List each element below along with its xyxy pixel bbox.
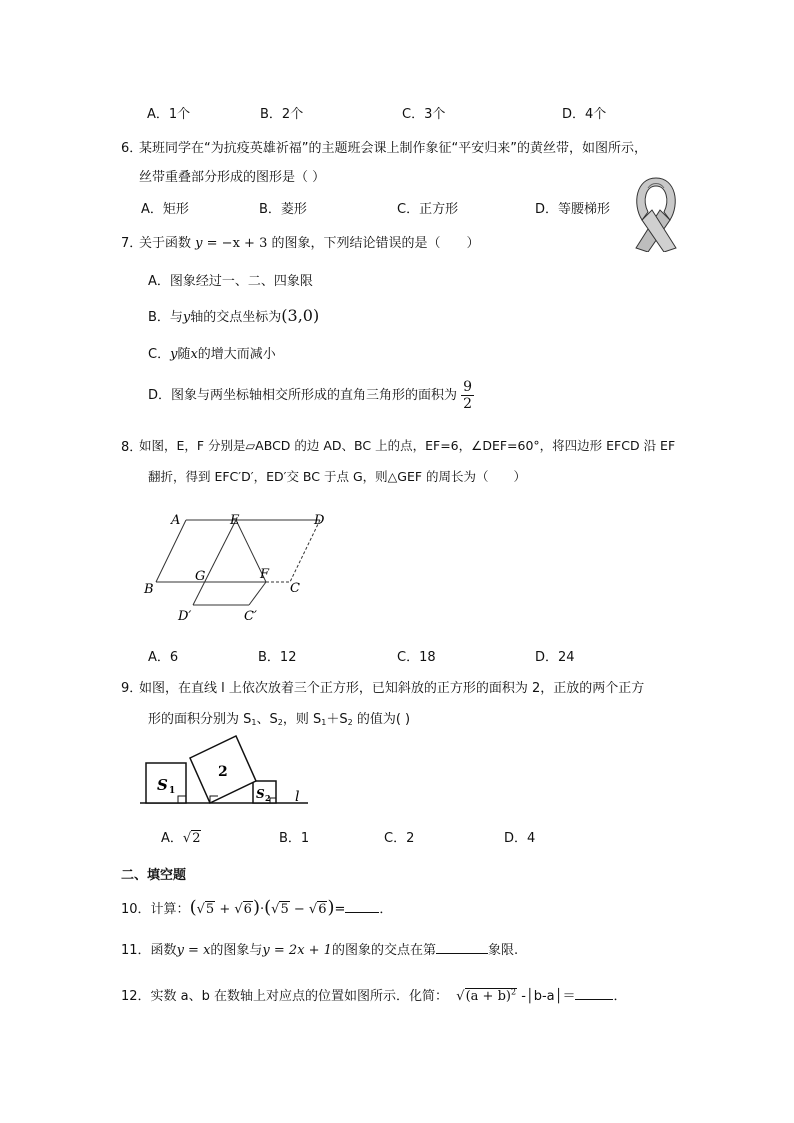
q9-option-c: C．2: [384, 831, 415, 846]
q10-label: 计算：: [150, 902, 190, 917]
q7-option-c-b: 随: [177, 347, 191, 362]
q9-label-s1: S: [157, 776, 168, 794]
q7-y-var: y: [195, 236, 203, 251]
q10-equals: =: [334, 902, 346, 917]
q9-figure: [138, 734, 310, 808]
q8-stem-line2: 翻折，得到 EFC′D′，ED′交 BC 于点 G，则△GEF 的周长为（ ）: [148, 469, 527, 484]
q9-label-s2: S: [256, 787, 265, 801]
q5-option-a: A．1个: [147, 107, 191, 122]
q9-option-a-radicand: 2: [192, 831, 201, 846]
q7-option-d-text: D．图象与两坐标轴相交所形成的直角三角形的面积为: [148, 388, 458, 403]
q8-label-e: E: [230, 513, 240, 528]
q9-option-b: B．1: [279, 831, 310, 846]
q8-option-d: D．24: [535, 650, 575, 665]
q6-option-b: B．菱形: [259, 202, 307, 217]
q9-number: 9．: [121, 681, 143, 696]
ribbon-figure: [630, 174, 682, 252]
q8-number: 8．: [121, 440, 143, 455]
q9-option-a-prefix: A．: [161, 831, 183, 846]
q9-stem-2b: 、S: [256, 712, 278, 727]
q11-answer-blank: [436, 941, 488, 954]
q10-number: 10．: [121, 902, 151, 917]
q5-option-c: C．3个: [402, 107, 446, 122]
q7-option-c-a: C．: [148, 347, 171, 362]
q6-number: 6．: [121, 141, 143, 156]
q7-option-d-fraction: [461, 379, 474, 412]
q9-option-d: D．4: [504, 831, 536, 846]
q12-rad-expr: (a + b): [465, 989, 511, 1004]
q11-line: [121, 939, 518, 958]
q7-stem-a: 关于函数: [139, 236, 192, 251]
q8-label-g: G: [195, 569, 206, 584]
q8-option-c: C．18: [397, 650, 436, 665]
q12-period: ．: [613, 989, 627, 1004]
q6-option-d: D．等腰梯形: [535, 202, 611, 217]
q9-sub-2a: 2: [277, 718, 283, 727]
q7-option-c-y: y: [170, 347, 178, 362]
q7-option-b-y: y: [182, 310, 191, 325]
q11-text-c: 的图象的交点在第: [331, 943, 436, 958]
q7-option-a: A．图象经过一、二、四象限: [148, 274, 313, 289]
q7-number: 7．: [121, 236, 143, 251]
q9-sub-1a: 1: [251, 718, 257, 727]
q10-period: ．: [379, 902, 393, 917]
q10-rad5a: 5: [205, 902, 215, 917]
q10-answer-blank: [345, 900, 379, 913]
q8-label-d-prime: D′: [178, 609, 192, 624]
q10-sqrt5-b: √5: [271, 902, 289, 917]
q11-text-a: 函数: [150, 943, 177, 958]
q7-stem: [139, 232, 480, 251]
q10-sqrt5-a: √5: [196, 902, 215, 917]
q10-rad5b: 5: [280, 902, 289, 917]
q9-label-center: 2: [218, 764, 228, 780]
q12-exponent: 2: [510, 987, 517, 997]
q7-option-b-a: B．与: [148, 310, 183, 325]
q9-stem-2d: ＋S: [326, 712, 348, 727]
q10-plus: +: [219, 902, 231, 917]
q7-option-c-x: x: [190, 347, 198, 362]
q10-rad6a: 6: [243, 902, 252, 917]
q10-rad6b: 6: [318, 902, 327, 917]
q10-minus: −: [293, 902, 305, 917]
q7-option-c: [148, 343, 276, 362]
q6-option-c: C．正方形: [397, 202, 459, 217]
q7-frac-den: 2: [463, 396, 473, 412]
q11-formula-2: y = 2x + 1: [262, 943, 332, 958]
q9-sub-2b: 2: [347, 718, 353, 727]
section-title-fill-in: 二、填空题: [121, 868, 187, 883]
q6-stem-line2: 丝带重叠部分形成的图形是（ ）: [139, 170, 326, 185]
q7-option-b: [148, 306, 319, 325]
q10-line: 10．计算：(√5 + √6)·(√5 − √6)= ．: [121, 897, 393, 918]
q7-stem-b: 的图象，下列结论错误的是（ ）: [271, 236, 480, 251]
q7-frac-num: 9: [463, 379, 473, 395]
q9-stem-line2: [148, 708, 410, 727]
q7-expression: = −x + 3: [206, 236, 268, 251]
q9-stem-line1: 如图，在直线 l 上依次放着三个正方形，已知斜放的正方形的面积为 2，正放的两个正方: [139, 681, 645, 696]
q9-option-a: [161, 827, 201, 846]
q12-sqrt: $√(a + b)^2$: [456, 987, 517, 1004]
q9-stem-2c: ，则 S: [282, 712, 322, 727]
q8-label-c-prime: C′: [244, 609, 257, 624]
q9-stem-2e: 的值为( ): [352, 712, 411, 727]
q8-label-f: F: [260, 567, 270, 582]
q12-line: [121, 985, 626, 1004]
q7-option-b-coord: (3,0): [281, 306, 320, 325]
q7-option-b-b: 轴的交点坐标为: [190, 310, 282, 325]
q12-number: 12．: [121, 989, 151, 1004]
q10-sqrt6-b: √6: [308, 902, 327, 917]
q11-text-d: 象限.: [487, 943, 519, 958]
q8-option-a: A．6: [148, 650, 179, 665]
q8-label-b: B: [144, 582, 154, 597]
q12-text: 实数 a、b 在数轴上对应点的位置如图所示．化简：: [150, 989, 449, 1004]
q5-option-d: D．4个: [562, 107, 607, 122]
q6-option-a: A．矩形: [141, 202, 189, 217]
q9-label-s1-sub: 1: [169, 786, 176, 796]
q8-option-b: B．12: [258, 650, 297, 665]
q7-option-d: [148, 379, 474, 412]
q6-stem-line1: 某班同学在“为抗疫英雄祈福”的主题班会课上制作象征“平安归来”的黄丝带，如图所示，: [139, 141, 647, 156]
q12-answer-blank: [575, 987, 613, 1000]
q9-label-l: l: [295, 789, 300, 805]
q7-function: [195, 236, 267, 251]
q9-option-a-sqrt: √2: [182, 831, 201, 846]
q11-number: 11．: [121, 943, 151, 958]
q7-option-c-c: 的增大而减小: [197, 347, 276, 362]
q8-stem-line1: 如图，E，F 分别是▱ABCD 的边 AD、BC 上的点，EF=6，∠DEF=60°，将四边形 EFCD 沿 EF: [139, 438, 676, 453]
q12-rest: -│b-a│＝: [517, 989, 576, 1004]
q9-sub-1b: 1: [321, 718, 327, 727]
q10-sqrt6-a: √6: [234, 902, 252, 917]
q5-option-b: B．2个: [260, 107, 304, 122]
q12-radicand: [465, 988, 517, 1004]
q10-dot: ·: [259, 902, 265, 917]
q8-label-a: A: [171, 513, 181, 528]
q8-label-c: C: [290, 581, 300, 596]
q9-label-s2-sub: 2: [265, 793, 271, 803]
q8-label-d: D: [314, 513, 325, 528]
q11-formula-1: y = x: [176, 943, 211, 958]
q8-figure: [138, 508, 338, 624]
q9-stem-2a: 形的面积分别为 S: [148, 712, 252, 727]
q11-text-b: 的图象与: [210, 943, 263, 958]
